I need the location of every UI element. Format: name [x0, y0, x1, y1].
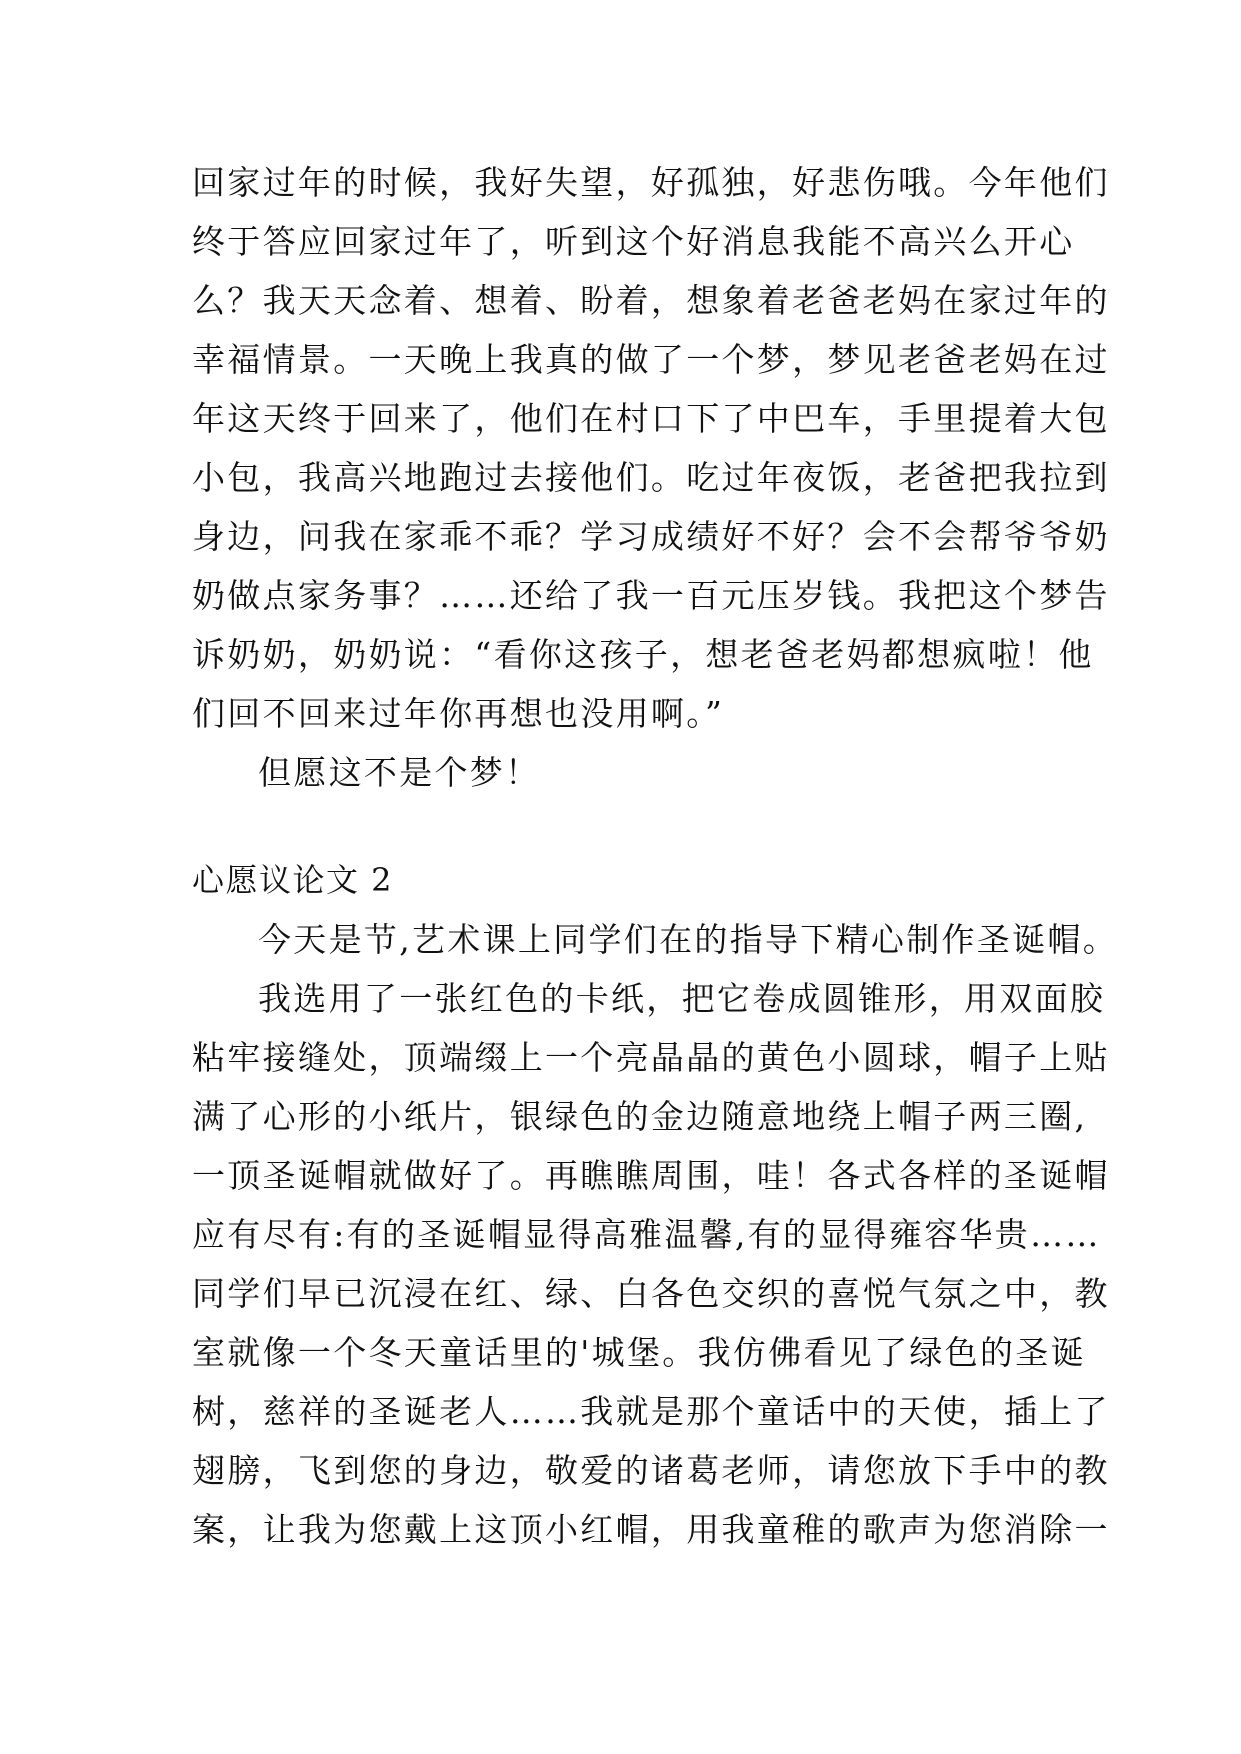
essay2-line: 一顶圣诞帽就做好了。再瞧瞧周围，哇！各式各样的圣诞帽: [192, 1156, 1110, 1195]
document-body: [192, 153, 1118, 1559]
essay1-line: 幸福情景。一天晚上我真的做了一个梦，梦见老爸老妈在过: [192, 340, 1110, 379]
essay1-line: 回家过年的时候，我好失望，好孤独，好悲伤哦。今年他们: [192, 163, 1110, 202]
essay2-line: 案，让我为您戴上这顶小红帽，用我童稚的歌声为您消除一: [192, 1510, 1110, 1549]
essay1-line: 身边，问我在家乖不乖？学习成绩好不好？会不会帮爷爷奶: [192, 517, 1110, 556]
essay1-closing: 但愿这不是个梦！: [258, 753, 541, 792]
essay2-line: 粘牢接缝处，顶端缀上一个亮晶晶的黄色小圆球，帽子上贴: [192, 1038, 1110, 1077]
essay1-line: 么？我天天念着、想着、盼着，想象着老爸老妈在家过年的: [192, 281, 1110, 320]
essay2-line: 应有尽有:有的圣诞帽显得高雅温馨,有的显得雍容华贵……: [192, 1215, 1101, 1254]
essay2-line: 翅膀，飞到您的身边，敬爱的诸葛老师，请您放下手中的教: [192, 1451, 1110, 1490]
essay2-title: 心愿议论文 2: [192, 861, 394, 899]
essay1-line: 年这天终于回来了，他们在村口下了中巴车，手里提着大包: [192, 399, 1110, 438]
essay1-line: 小包，我高兴地跑过去接他们。吃过年夜饭，老爸把我拉到: [192, 458, 1110, 497]
section-gap: [192, 802, 1062, 851]
essay2-line: 同学们早已沉浸在红、绿、白各色交织的喜悦气氛之中，教: [192, 1274, 1110, 1313]
essay2-line: 满了心形的小纸片，银绿色的金边随意地绕上帽子两三圈,: [192, 1097, 1088, 1136]
essay2-paragraph-2-start: 我选用了一张红色的卡纸，把它卷成圆锥形，用双面胶: [258, 979, 1106, 1018]
essay1-line: 们回不回来过年你再想也没用啊。”: [192, 694, 725, 733]
essay2-paragraph-1: 今天是节,艺术课上同学们在的指导下精心制作圣诞帽。: [258, 920, 1118, 959]
essay1-line: 诉奶奶，奶奶说：“看你这孩子，想老爸老妈都想疯啦！他: [192, 635, 1094, 674]
essay1-line: 奶做点家务事？……还给了我一百元压岁钱。我把这个梦告: [192, 576, 1110, 615]
essay2-line: 室就像一个冬天童话里的'城堡。我仿佛看见了绿色的圣诞: [192, 1333, 1086, 1372]
essay1-line: 终于答应回家过年了，听到这个好消息我能不高兴么开心: [192, 222, 1075, 261]
essay2-line: 树，慈祥的圣诞老人……我就是那个童话中的天使，插上了: [192, 1392, 1110, 1431]
